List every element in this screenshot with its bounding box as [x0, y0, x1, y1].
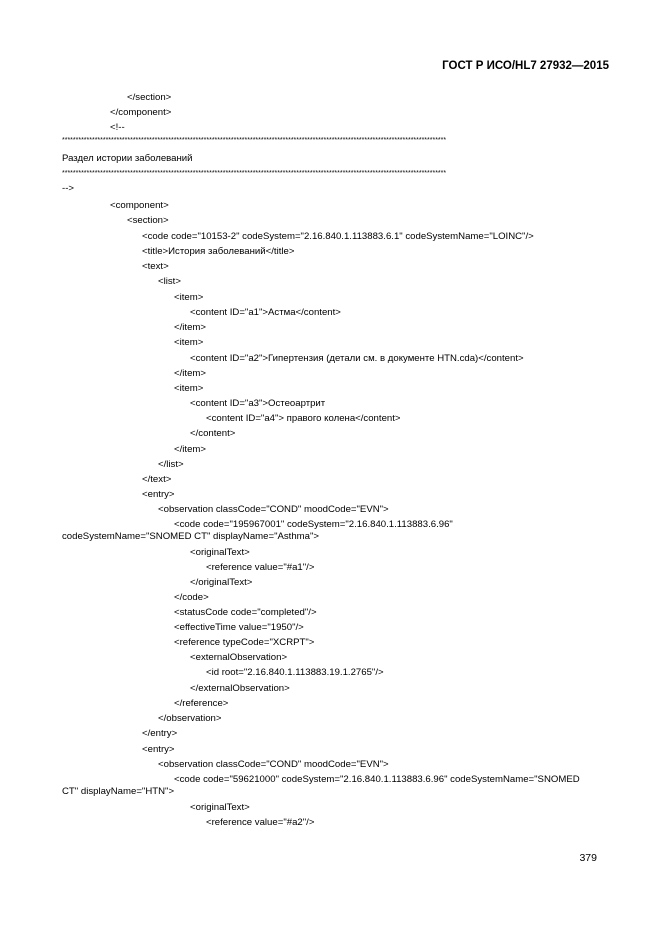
code-line: <content ID="a4"> правого колена</content>	[206, 413, 401, 424]
code-line: </content>	[190, 428, 236, 439]
code-line: <originalText>	[190, 547, 250, 558]
document-standard-header: ГОСТ Р ИСО/HL7 27932—2015	[442, 60, 609, 72]
section-comment-title: Раздел истории заболеваний	[62, 153, 193, 164]
code-line: </list>	[158, 459, 184, 470]
code-line: <id root="2.16.840.1.113883.19.1.2765"/>	[206, 667, 384, 678]
code-line: <!--	[110, 122, 125, 133]
separator-line: *********************************************************************************************************************************************	[62, 170, 447, 177]
code-line: <text>	[142, 261, 169, 272]
code-line: </originalText>	[190, 577, 253, 588]
code-line: </item>	[174, 368, 206, 379]
code-line: <item>	[174, 337, 204, 348]
code-line: <reference value="#a2"/>	[206, 817, 315, 828]
code-line: CT" displayName="HTN">	[62, 786, 175, 797]
code-line: <component>	[110, 200, 169, 211]
code-line: <statusCode code="completed"/>	[174, 607, 317, 618]
code-line: codeSystemName="SNOMED CT" displayName="Asthma">	[62, 531, 320, 542]
code-line: </reference>	[174, 698, 229, 709]
code-line: <content ID="a3">Остеоартрит	[190, 398, 326, 409]
code-line: <externalObservation>	[190, 652, 288, 663]
code-line: -->	[62, 183, 74, 194]
code-line: <content ID="a1">Астма</content>	[190, 307, 341, 318]
code-line: <effectiveTime value="1950"/>	[174, 622, 304, 633]
code-line: <entry>	[142, 489, 175, 500]
code-line: <code code="195967001" codeSystem="2.16.840.1.113883.6.96"	[174, 519, 453, 530]
code-line: <item>	[174, 292, 204, 303]
separator-line: *********************************************************************************************************************************************	[62, 137, 447, 144]
code-line: </component>	[110, 107, 172, 118]
code-line: </item>	[174, 322, 206, 333]
code-line: <item>	[174, 383, 204, 394]
code-line: <content ID="a2">Гипертензия (детали см. в документе HTN.cda)</content>	[190, 353, 524, 364]
code-line: <observation classCode="COND" moodCode="EVN">	[158, 759, 389, 770]
page-number: 379	[579, 852, 597, 864]
code-line: <code code="59621000" codeSystem="2.16.840.1.113883.6.96" codeSystemName="SNOMED	[174, 774, 580, 785]
code-line: <title>История заболеваний</title>	[142, 246, 295, 257]
code-line: <reference value="#a1"/>	[206, 562, 315, 573]
code-line: </item>	[174, 444, 206, 455]
code-line: </entry>	[142, 728, 178, 739]
code-line: <section>	[127, 215, 169, 226]
code-line: <observation classCode="COND" moodCode="EVN">	[158, 504, 389, 515]
code-line: </code>	[174, 592, 209, 603]
code-line: </externalObservation>	[190, 683, 290, 694]
code-line: </text>	[142, 474, 172, 485]
code-line: <originalText>	[190, 802, 250, 813]
code-line: </observation>	[158, 713, 222, 724]
code-line: </section>	[127, 92, 172, 103]
code-line: <list>	[158, 276, 181, 287]
code-line: <reference typeCode="XCRPT">	[174, 637, 315, 648]
code-line: <entry>	[142, 744, 175, 755]
code-line: <code code="10153-2" codeSystem="2.16.840.1.113883.6.1" codeSystemName="LOINC"/>	[142, 231, 534, 242]
